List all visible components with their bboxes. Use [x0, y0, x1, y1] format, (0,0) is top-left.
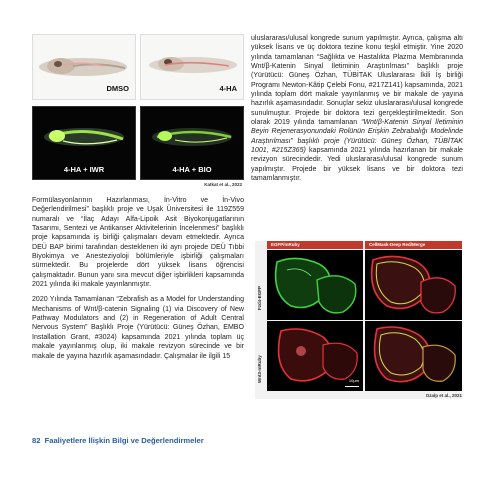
fish-label: 4-HA + IWR [63, 165, 105, 174]
fish-label: 4-HA [219, 84, 237, 93]
fish-panel-4ha [140, 34, 244, 100]
zebrafish-credit: Katkat et al., 2022 [204, 182, 242, 187]
column-header-egfp: EGFP/mRuby [267, 241, 363, 249]
micrograph-wnt3-mruby [267, 321, 363, 391]
row-label-wnt3-text: Wnt3-mRuby [257, 355, 262, 383]
fish-panel-4ha-bio [140, 106, 244, 180]
micrograph-fzd4-egfp [267, 250, 363, 320]
micrograph-fzd4-merge [365, 250, 462, 320]
footer-title: Faaliyetlere İlişkin Bilgi ve Değerlendirmeler [44, 436, 204, 445]
column-header-cellmask: CellMask-Deep Red/Merge [365, 241, 462, 249]
right-paragraph-1-end: kapsamında 2021 yılında hazırlanan bir makale revizyon sürecindedir. Yedi uluslararası/ulusal kongrede sunum yapılmıştır. Projede bir yüksek lisans ve bir doktora tezi tamamlanmıştır. [251, 147, 463, 183]
page-footer [32, 436, 204, 445]
right-paragraph-1 [251, 34, 463, 184]
fish-label: 4-HA + BIO [172, 165, 212, 174]
row-label-fzd4-text: Fzd4-EGFP [257, 285, 262, 310]
zebrafish-figure [32, 34, 244, 188]
row-label-wnt3 [255, 321, 266, 391]
left-paragraph-2: 2020 Yılında Tamamlanan “Zebrafish as a Model for Understanding Mechanisms of Wnt/β-catenin Signaling (1) via Discovery of New Pathway Modulators and (2) in Regeneration of Adult Central Nervous System” Başlıklı Proje (Yürütücü: Güneş Özhan, EMBO Installation Grant, #3024) kapsamında 2021 yılında toplam üç makale yayınlanmış olup, iki makale revizyon sürecinde ve bir makale de yayına hazırlık aşamasındadır. Çalışmalar ile ilgili 15 [32, 296, 244, 360]
microscopy-credit: Ozalp et al., 2021 [425, 393, 462, 398]
right-column-text [251, 34, 463, 184]
row-label-fzd4 [255, 250, 266, 320]
fish-panel-4ha-iwr [32, 106, 136, 180]
right-paragraph-1-italic: “Wnt/β-Katenin Sinyal İletiminin Beyin Rejenerasyonundaki Rolünün Erişkin Zebrabalığı Modelinde Araştırılması” başlıklı proje (Yürütücü: Güneş Özhan, TÜBİTAK 1001, #215Z365) [251, 119, 463, 155]
microscopy-figure [255, 241, 462, 399]
scale-bar [345, 386, 359, 388]
left-column-text [32, 196, 244, 361]
fish-panel-dmso [32, 34, 136, 100]
left-paragraph-1: Formülasyonlarının Hazırlanması, İn-Vitro ve İn-Vivo Değerlendirilmesi” başlıklı proje ve Uşak Üniversitesi ile 119Z559 numaralı ve “İlaç Adayı Alfa-Lipoik Asit Biyokonjugatlarının Tasarımı, Sentezi ve Antikanser Aktivitelerinin İncelenmesi” başlıklı proje kapsamında iş birliği çalışmaları devam etmektedir. Ayrıca DEÜ BAP birimi tarafından desteklenen iki ayrı projede DEÜ Tıbbi Biyokimya ve Anesteziyoloji bölümleriyle işbirliği çalışmaları sürmektedir. Bu projelerde dört yüksek lisans öğrencisi çalışmaktadır. Bunun yanı sıra mevcut diğer işbirlikleri kapsamında 2021 yılında iki makale yayınlanmıştır. [32, 197, 244, 289]
page-number: 82 [32, 436, 41, 445]
micrograph-wnt3-merge [365, 321, 462, 391]
fish-label: DMSO [106, 84, 129, 93]
scale-bar-label: 10μm [348, 378, 359, 383]
right-paragraph-1-start: uluslararası/ulusal kongrede sunum yapılmıştır. Ayrıca, çalışma altı yüksek lisans ve üç doktora tezine konu teşkil etmiştir. Yine 2020 yılında tamamlanan “Sağlıkta ve Hastalıkta Plazma Membranında Wnt/β-Katenin Sinyal İletiminin Araştırılması” başlıklı proje (Yürütücü: Güneş Özhan, TÜBİTAK Uluslararası İkili İş birliği Programı Newton-Kâtip Çelebi Fonu, #217Z141) kapsamında, 2021 yılında toplam dört makale yayınlanmış ve bir makale de yayına hazırlık aşamasındadır. Sonuçlar sekiz uluslararası/ulusal kongrede sunulmuştur. Projede bir doktora tezi gerçekleştirilmektedir. Son olarak 2019 yılında tamamlanan [251, 35, 463, 127]
